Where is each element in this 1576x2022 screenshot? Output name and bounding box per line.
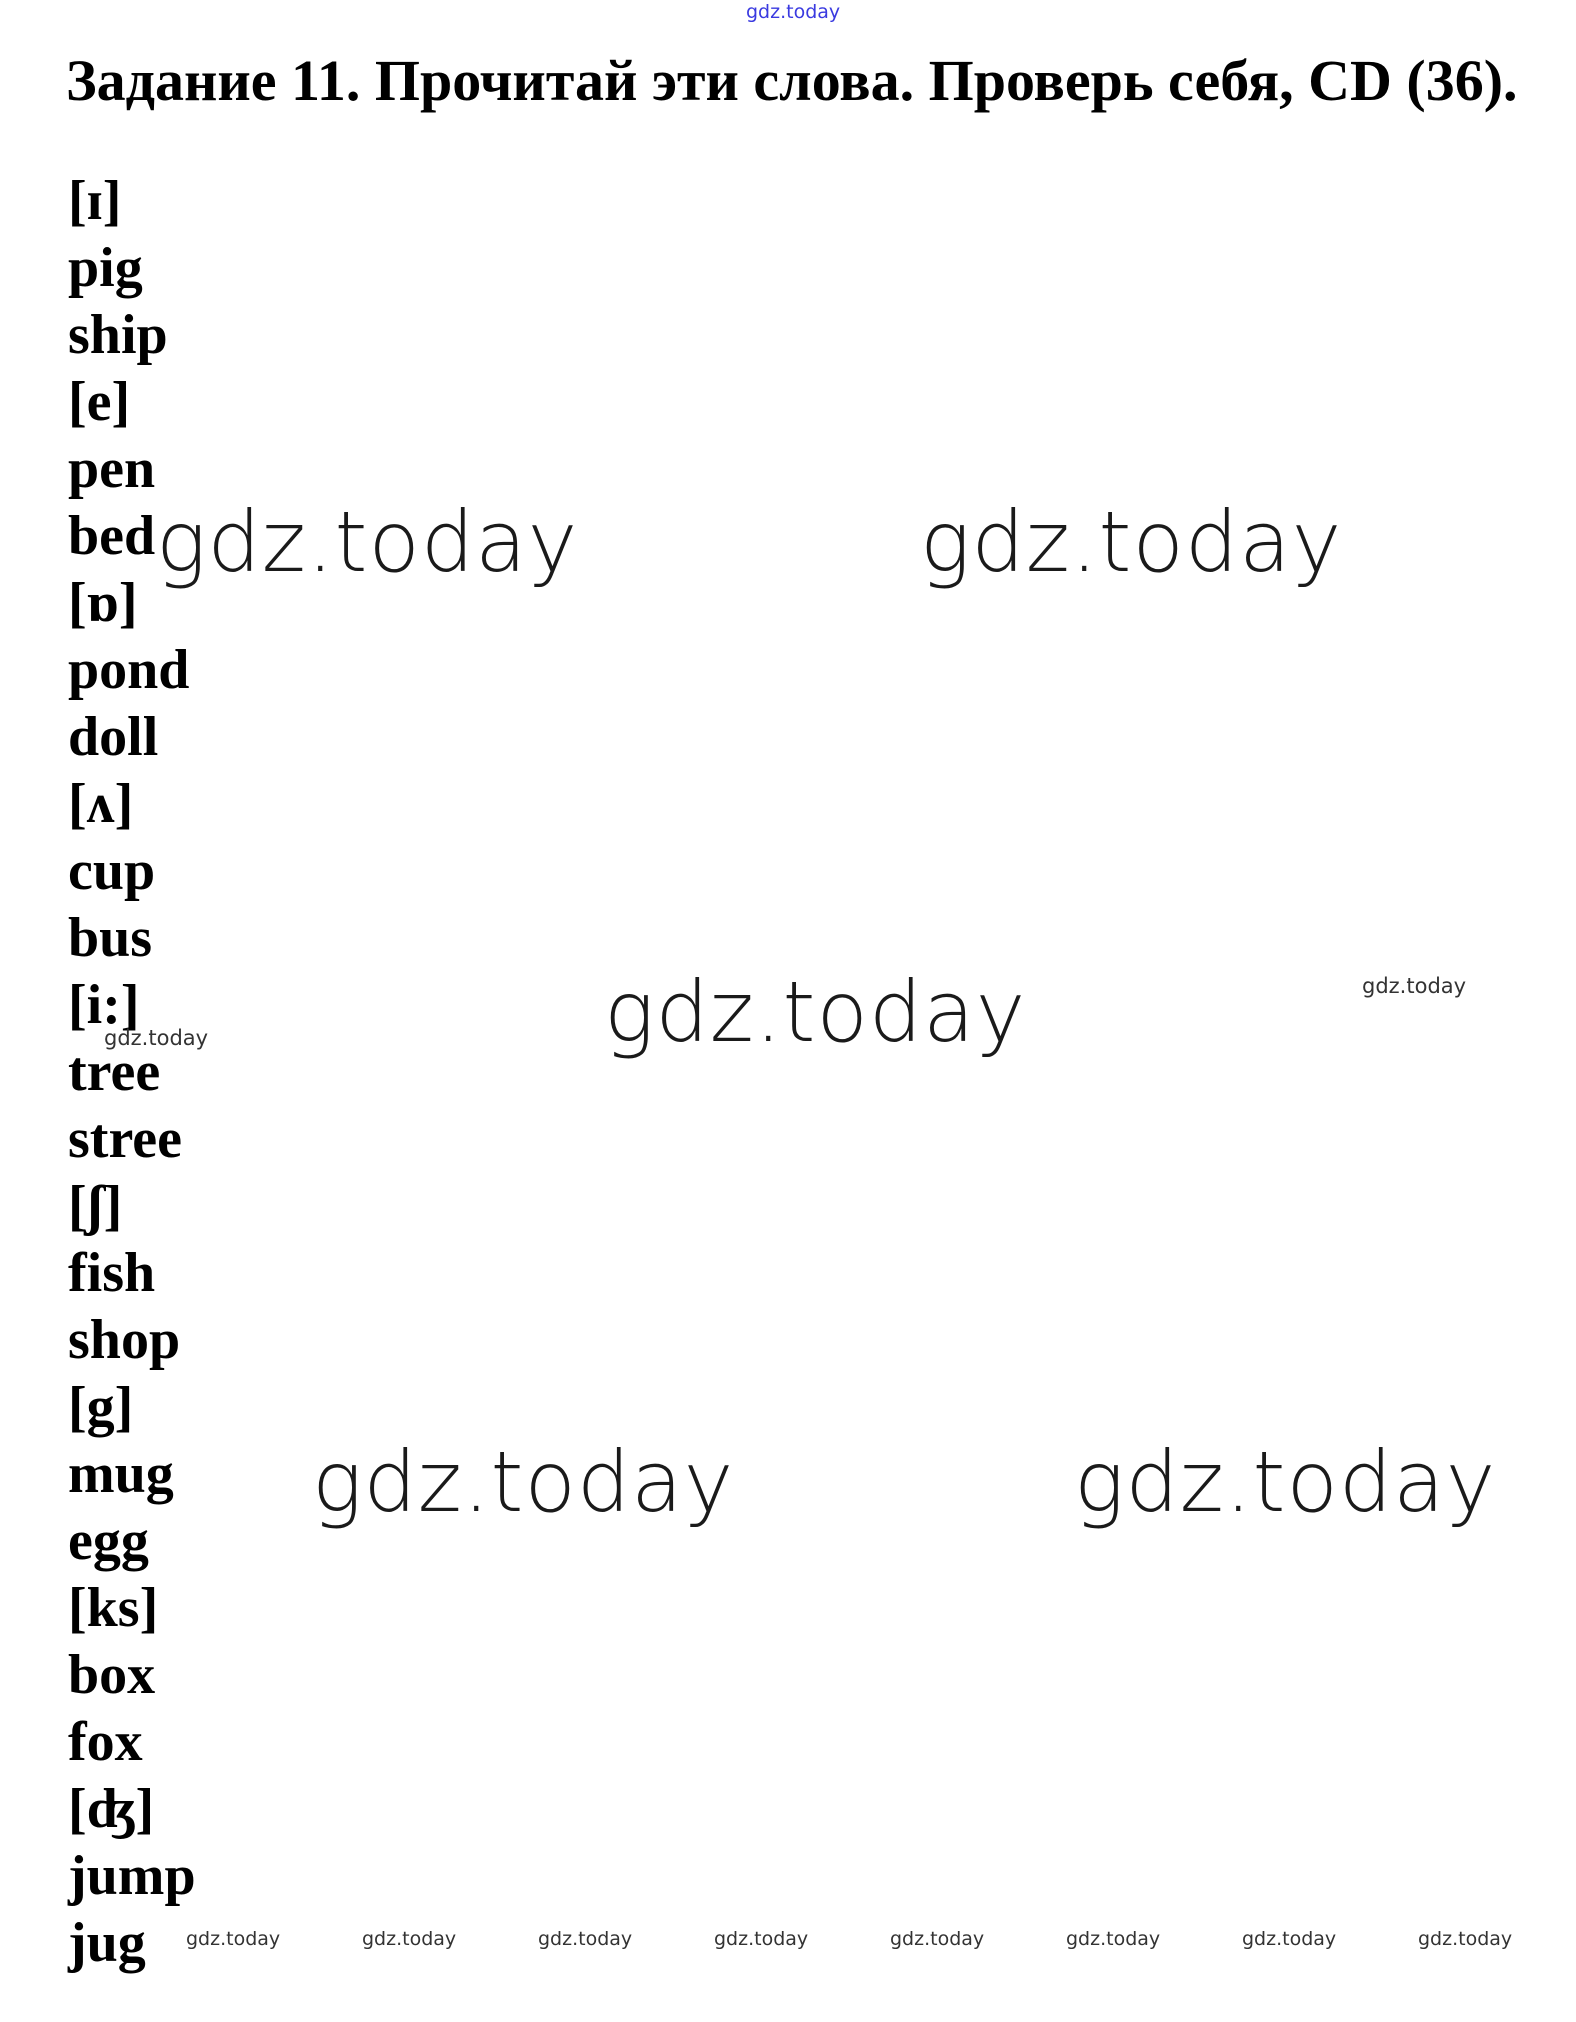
watermark: gdz.today (1418, 1928, 1513, 1950)
word-item: [e] (68, 371, 131, 433)
word-item: bus (68, 907, 153, 969)
watermark: gdz.today (186, 1928, 281, 1950)
word-item: [ɒ] (68, 572, 138, 634)
watermark: gdz.today (1362, 974, 1467, 998)
watermark: gdz.today (538, 1928, 633, 1950)
word-item: fish (68, 1242, 156, 1304)
word-item: mug (68, 1443, 174, 1505)
watermark: gdz.today (156, 493, 579, 591)
watermark: gdz.today (1242, 1928, 1337, 1950)
watermark: gdz.today (920, 493, 1343, 591)
watermark: gdz.today (890, 1928, 985, 1950)
word-item: egg (68, 1510, 149, 1572)
footer-watermark-strip (186, 1928, 1576, 1950)
top-watermark: gdz.today (746, 1, 841, 23)
word-item: [g] (68, 1376, 134, 1438)
word-item: bed (68, 505, 156, 567)
watermark: gdz.today (604, 963, 1027, 1061)
word-item: jump (68, 1845, 196, 1907)
word-list (68, 168, 196, 1977)
word-item: [ʤ] (68, 1778, 155, 1840)
word-item: pig (68, 237, 143, 299)
word-item: doll (68, 706, 159, 768)
word-item: [ʃ] (68, 1175, 123, 1237)
watermark: gdz.today (1066, 1928, 1161, 1950)
word-item: shop (68, 1309, 181, 1371)
watermark: gdz.today (312, 1433, 735, 1531)
word-item: ship (68, 304, 168, 366)
word-item: fox (68, 1711, 143, 1773)
word-item: [ks] (68, 1577, 159, 1639)
word-item: jug (68, 1912, 146, 1974)
word-item: [i:] (68, 974, 140, 1036)
watermark: gdz.today (714, 1928, 809, 1950)
word-item: pond (68, 639, 190, 701)
word-item: pen (68, 438, 156, 500)
watermark: gdz.today (104, 1026, 209, 1050)
word-item: box (68, 1644, 156, 1706)
word-item: [ɪ] (68, 170, 122, 232)
word-item: stree (68, 1108, 182, 1170)
task-title: Задание 11. Прочитай эти слова. Проверь себя, CD (36). (66, 48, 1518, 113)
word-item: [ʌ] (68, 773, 134, 835)
watermark: gdz.today (362, 1928, 457, 1950)
word-item: cup (68, 840, 156, 902)
watermark: gdz.today (1074, 1433, 1497, 1531)
word-item: tree (68, 1041, 161, 1103)
